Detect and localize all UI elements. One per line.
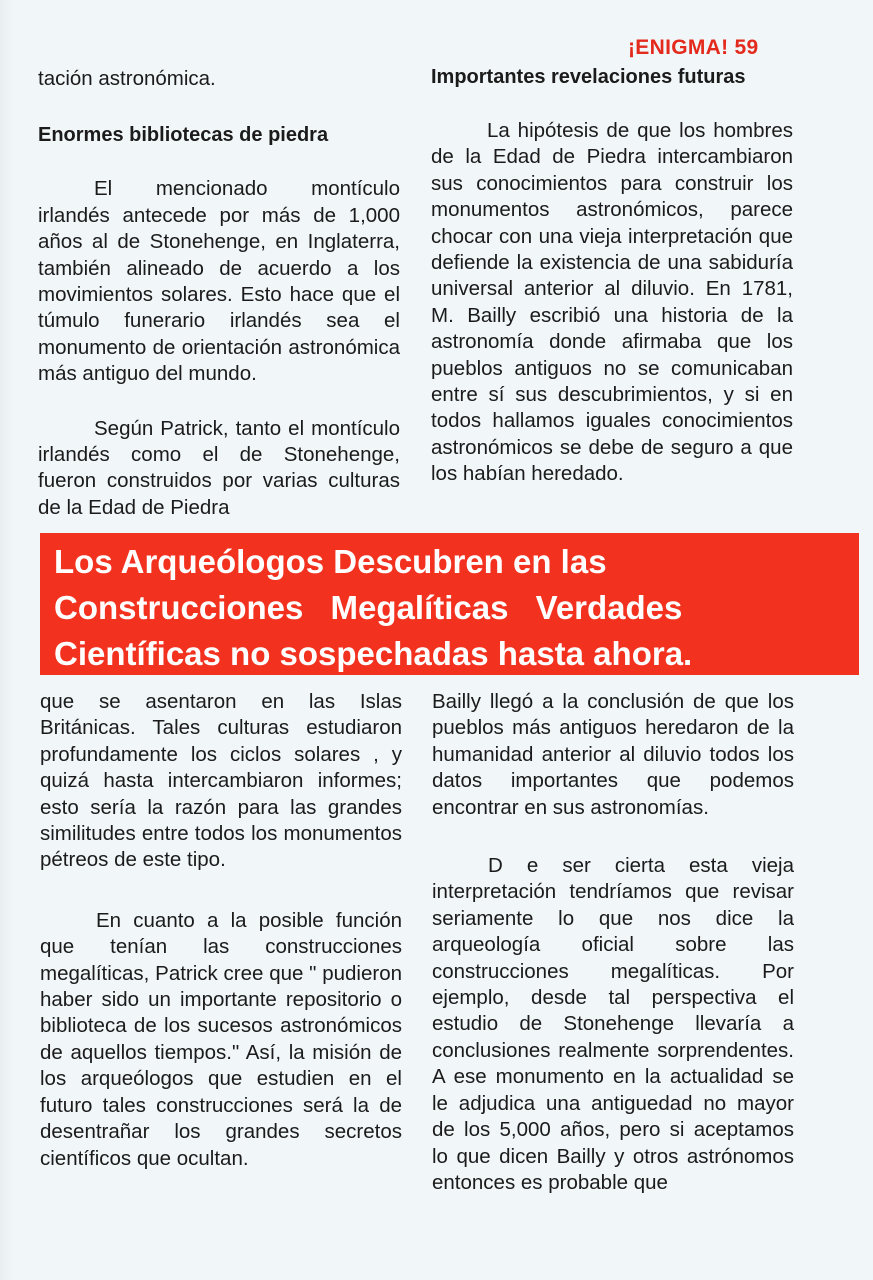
continued-text: tación astronómica.: [38, 67, 216, 90]
paragraph: Según Patrick, tanto el montículo irlandés como el de Stonehenge, fueron construidos por varias culturas de la Edad de Piedra: [38, 416, 400, 519]
paragraph: La hipótesis de que los hombres de la Edad de Piedra intercambiaron sus conocimientos para construir los monumentos astronómicos, parece chocar con una vieja interpretación que defiende la existencia de una sabiduría universal anterior al diluvio. En 1781, M. Bailly escribió una historia de la astronomía donde afirmaba que los pueblos antiguos no se comunicaban entre sí sus descubrimientos, y si en todos hallamos iguales conocimientos astronómicos se debe de seguro a que los habían heredado.: [431, 119, 793, 486]
paragraph: D e ser cierta esta vieja interpretación tendríamos que revisar seriamente lo que nos dice la arqueología oficial sobre las construcciones megalíticas. Por ejemplo, desde tal perspectiva el estudio de Stonehenge llevaría a conclusiones realmente sorprendentes. A ese monumento en la actualidad se le adjudica una antiguedad no mayor de los 5,000 años, pero si aceptamos lo que dicen Bailly y otros astrónomos entonces es probable que: [432, 854, 794, 1194]
bottom-right-column: [432, 689, 794, 1196]
headline-line-3: Científicas no sospechadas hasta ahora.: [54, 635, 693, 672]
paragraph: El mencionado montículo irlandés antecede por más de 1,000 años al de Stonehenge, en Inglaterra, también alineado de acuerdo a los movimientos solares. Esto hace que el túmulo funerario irlandés sea el monumento de orientación astronómica más antiguo del mundo.: [38, 177, 400, 386]
section-heading-revelaciones: Importantes revelaciones futuras: [431, 66, 746, 88]
top-left-column: [38, 66, 400, 521]
top-right-column: [431, 64, 793, 488]
bottom-left-column: [40, 689, 402, 1172]
page-edge-shadow: [0, 0, 14, 1280]
page-number: ¡ENIGMA! 59: [628, 36, 759, 59]
headline-banner: [40, 533, 859, 675]
section-heading-bibliotecas: Enormes bibliotecas de piedra: [38, 124, 329, 147]
headline-line-2: Construcciones Megalíticas Verdades: [54, 589, 683, 626]
headline-line-1: Los Arqueólogos Descubren en las: [54, 543, 607, 580]
paragraph: Bailly llegó a la conclusión de que los pueblos más antiguos heredaron de la humanidad anterior al diluvio todos los datos importantes que podemos encontrar en sus astronomías.: [432, 690, 794, 819]
paragraph: que se asentaron en las Islas Británicas. Tales culturas estudiaron profundamente los ciclos solares , y quizá hasta intercambiaron informes; esto sería la razón para las grandes similitudes entre todos los monumentos pétreos de este tipo.: [40, 690, 402, 872]
paragraph: En cuanto a la posible función que tenían las construcciones megalíticas, Patrick cree que " pudieron haber sido un importante repositorio o biblioteca de los sucesos astronómicos de aquellos tiempos." Así, la misión de los arqueólogos que estudien en el futuro tales construcciones será la de desentrañar los grandes secretos científicos que ocultan.: [40, 908, 402, 1170]
